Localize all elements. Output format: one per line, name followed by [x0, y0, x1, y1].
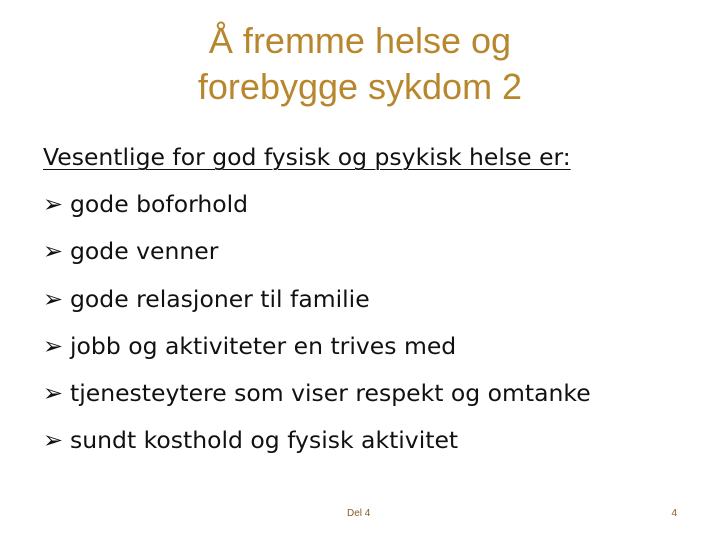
list-item	[43, 370, 703, 417]
arrow-bullet-icon: ➢	[43, 331, 64, 360]
arrow-bullet-icon: ➢	[43, 379, 64, 408]
list-item	[43, 228, 703, 275]
arrow-bullet-icon: ➢	[43, 284, 64, 313]
slide-content	[43, 134, 703, 464]
bullet-text: gode venner	[70, 237, 219, 266]
slide-title	[0, 18, 720, 110]
arrow-bullet-icon: ➢	[43, 190, 64, 219]
footer-text: Del 4	[347, 508, 371, 519]
bullet-text: gode boforhold	[70, 190, 249, 219]
bullet-text: tjenesteytere som viser respekt og omtanke	[70, 379, 591, 408]
slide-title-line-2: forebygge sykdom 2	[197, 66, 523, 107]
bullet-text: gode relasjoner til familie	[70, 284, 370, 313]
page-number: 4	[671, 508, 677, 519]
list-item	[43, 323, 703, 370]
lead-text: Vesentlige for god fysisk og psykisk helse er:	[43, 143, 571, 171]
arrow-bullet-icon: ➢	[43, 426, 64, 455]
list-item	[43, 276, 703, 323]
slide-title-line-1: Å fremme helse og	[208, 20, 512, 61]
bullet-list	[43, 181, 703, 464]
list-item	[43, 181, 703, 228]
bullet-text: jobb og aktiviteter en trives med	[70, 331, 457, 360]
list-item	[43, 417, 703, 464]
arrow-bullet-icon: ➢	[43, 237, 64, 266]
bullet-text: sundt kosthold og fysisk aktivitet	[70, 426, 459, 455]
